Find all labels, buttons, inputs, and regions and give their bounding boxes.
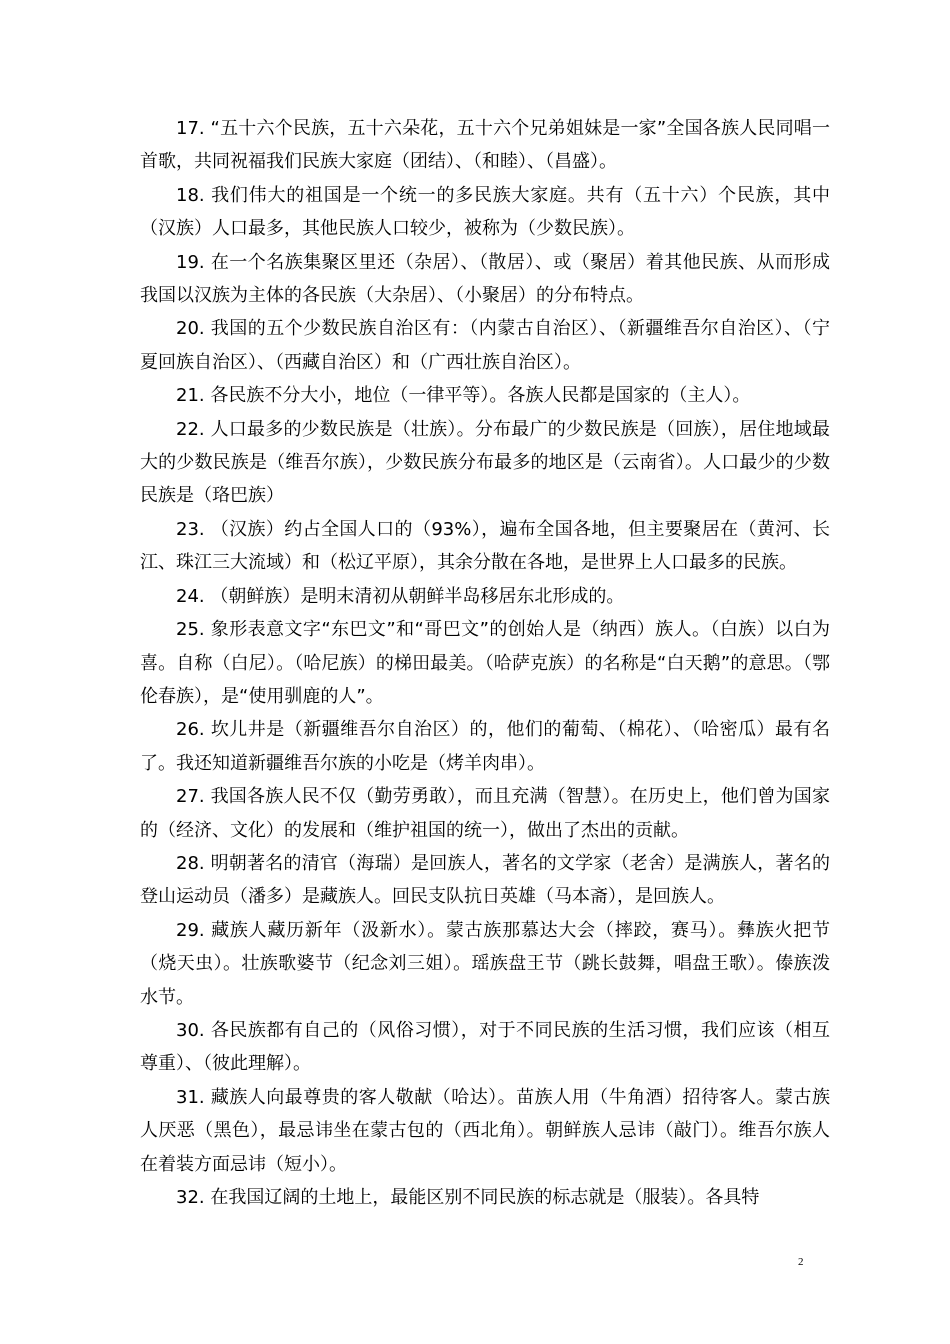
document-body — [140, 112, 830, 1214]
paragraph-22: 22. 人口最多的少数民族是（壮族）。分布最广的少数民族是（回族），居住地域最大的少数民族是（维吾尔族），少数民族分布最多的地区是（云南省）。人口最少的少数民族是（珞巴族） — [140, 418, 830, 507]
paragraph-27: 27. 我国各族人民不仅（勤劳勇敢），而且充满（智慧）。在历史上，他们曾为国家的（经济、文化）的发展和（维护祖国的统一），做出了杰出的贡献。 — [140, 786, 830, 841]
paragraph-32: 32. 在我国辽阔的土地上，最能区别不同民族的标志就是（服装）。各具特 — [176, 1187, 760, 1208]
paragraph-23: 23. （汉族）约占全国人口的（93%），遍布全国各地，但主要聚居在（黄河、长江、珠江三大流域）和（松辽平原），其余分散在各地，是世界上人口最多的民族。 — [140, 518, 830, 574]
paragraph-20: 20. 我国的五个少数民族自治区有：（内蒙古自治区）、（新疆维吾尔自治区）、（宁夏回族自治区）、（西藏自治区）和（广西壮族自治区）。 — [140, 318, 830, 373]
paragraph-29: 29. 藏族人藏历新年（汲新水）。蒙古族那慕达大会（摔跤，赛马）。彝族火把节（烧天虫）。壮族歌婆节（纪念刘三姐）。瑶族盘王节（跳长鼓舞，唱盘王歌）。傣族泼水节。 — [140, 919, 830, 1008]
paragraph-25: 25. 象形表意文字“东巴文”和“哥巴文”的创始人是（纳西）族人。（白族）以白为喜。自称（白尼）。（哈尼族）的梯田最美。（哈萨克族）的名称是“白天鹅”的意思。（鄂伦春族），是“使用驯鹿的人”。 — [140, 619, 830, 707]
paragraph-28: 28. 明朝著名的清官（海瑞）是回族人，著名的文学家（老舍）是满族人，著名的登山运动员（潘多）是藏族人。回民支队抗日英雄（马本斋），是回族人。 — [140, 852, 830, 908]
paragraph-30: 30. 各民族都有自己的（风俗习惯），对于不同民族的生活习惯，我们应该（相互尊重）、（彼此理解）。 — [140, 1019, 830, 1075]
paragraph-31: 31. 藏族人向最尊贵的客人敬献（哈达）。苗族人用（牛角酒）招待客人。蒙古族人厌恶（黑色），最忌讳坐在蒙古包的（西北角）。朝鲜族人忌讳（敲门）。维吾尔族人在着装方面忌讳（短小）。 — [140, 1086, 830, 1175]
paragraph-18: 18. 我们伟大的祖国是一个统一的多民族大家庭。共有（五十六）个民族，其中（汉族）人口最多，其他民族人口较少，被称为（少数民族）。 — [140, 184, 830, 240]
paragraph-26: 26. 坎儿井是（新疆维吾尔自治区）的，他们的葡萄、（棉花）、（哈密瓜）最有名了。我还知道新疆维吾尔族的小吃是（烤羊肉串）。 — [140, 719, 830, 774]
paragraph-19: 19. 在一个名族集聚区里还（杂居）、（散居）、或（聚居）着其他民族、从而形成我国以汉族为主体的各民族（大杂居）、（小聚居）的分布特点。 — [140, 251, 830, 307]
paragraph-24: 24. （朝鲜族）是明末清初从朝鲜半岛移居东北形成的。 — [176, 585, 625, 607]
page-number: 2 — [798, 1256, 804, 1268]
paragraph-17: 17. “五十六个民族，五十六朵花，五十六个兄弟姐妹是一家”全国各族人民同唱一首歌，共同祝福我们民族大家庭（团结）、（和睦）、（昌盛）。 — [140, 118, 830, 173]
paragraph-21: 21. 各民族不分大小，地位（一律平等）。各族人民都是国家的（主人）。 — [176, 385, 751, 407]
